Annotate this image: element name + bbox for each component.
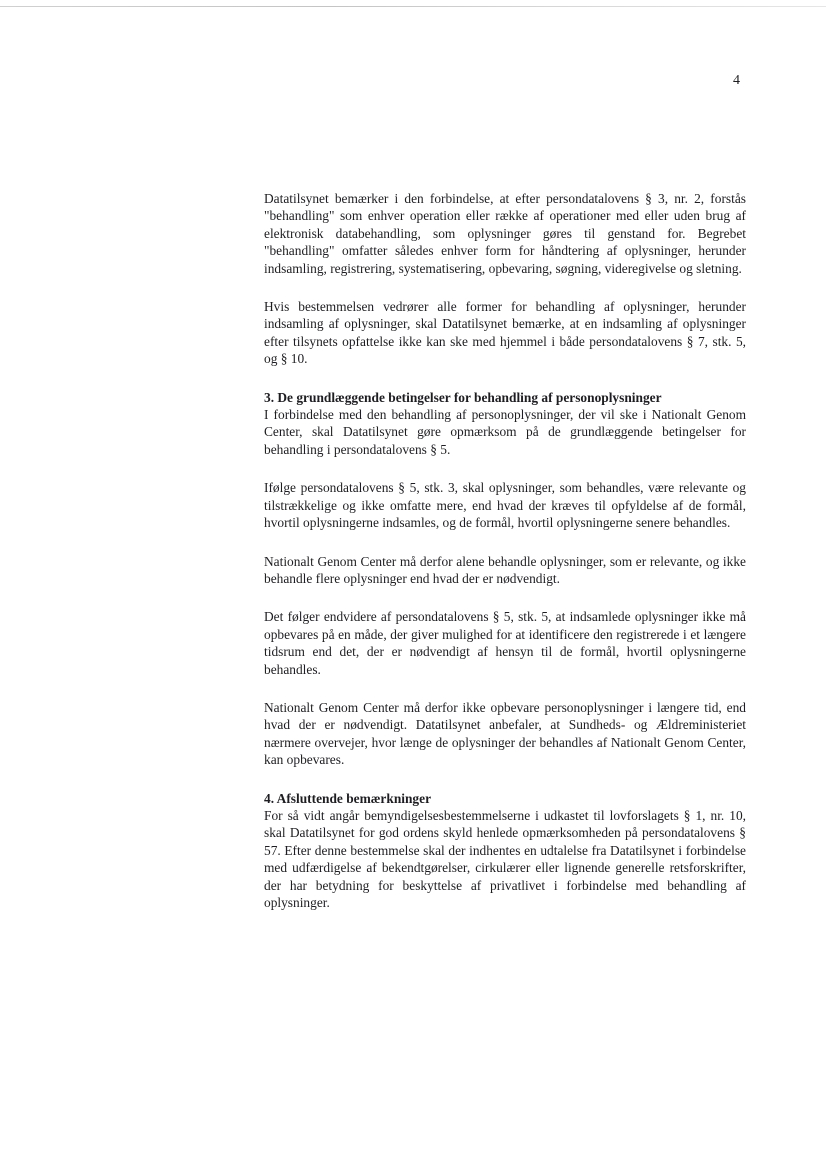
paragraph-indsamling-hjemmel: Hvis bestemmelsen vedrører alle former for behandling af oplysninger, herunder indsamling af oplysninger, skal Datatilsynet bemærke, at en indsamling af oplysninger efter tilsynets opfattelse ikke kan ske med hjemmel i både persondatalovens § 7, stk. 5, og § 10. bbox=[264, 299, 746, 367]
paragraph-opbevaring: Det følger endvidere af persondatalovens § 5, stk. 5, at indsamlede oplysninger ikke må opbevares på en måde, der giver mulighed for at identificere den registrerede i et længere tidsrum end det, der er nødvendigt af hensyn til de formål, hvortil oplysningerne behandles. bbox=[264, 609, 746, 677]
paragraph-relevans: Ifølge persondatalovens § 5, stk. 3, skal oplysninger, som behandles, være relevante og tilstrækkelige og ikke omfatte mere, end hvad der kræves til opfyldelse af de formål, hvortil oplysningerne indsamles, og de formål, hvortil oplysningerne senere behandles. bbox=[264, 480, 746, 531]
section-4-body: For så vidt angår bemyndigelsesbestemmelserne i udkastet til lovforslagets § 1, nr. 10, skal Datatilsynet for god ordens skyld henlede opmærksomheden på persondatalovens § 57. Efter denne bestemmelse skal der indhentes en udtalelse fra Datatilsynet i forbindelse med udfærdigelse af bekendtgørelser, cirkulærer eller lignende generelle retsforskrifter, der har betydning for beskyttelse af privatlivet i forbindelse med behandling af oplysninger. bbox=[264, 807, 746, 910]
page-number: 4 bbox=[733, 73, 740, 88]
paragraph-opbevaringstid: Nationalt Genom Center må derfor ikke opbevare personoplysninger i længere tid, end hvad der er nødvendigt. Datatilsynet anbefaler, at Sundheds- og Ældreministeriet nærmere overvejer, hvor længe de oplysninger der behandles af Nationalt Genom Center, kan opbevares. bbox=[264, 699, 746, 768]
section-3 bbox=[264, 389, 746, 459]
paragraph-noedvendige-oplysninger: Nationalt Genom Center må derfor alene behandle oplysninger, som er relevante, og ikke behandle flere oplysninger end hvad der er nødvendigt. bbox=[264, 553, 746, 586]
paragraph-definition-behandling: Datatilsynet bemærker i den forbindelse, at efter persondatalovens § 3, nr. 2, forstås "behandling" som enhver operation eller række af operationer med eller uden brug af elektronisk databehandling, som oplysninger gøres til genstand for. Begrebet "behandling" omfatter således enhver form for håndtering af oplysninger, herunder indsamling, registrering, systematisering, opbevaring, søgning, videregivelse og sletning. bbox=[264, 191, 746, 276]
section-3-heading: 3. De grundlæggende betingelser for behandling af personoplysninger bbox=[264, 389, 662, 405]
section-3-intro: I forbindelse med den behandling af personoplysninger, der vil ske i Nationalt Genom Center, skal Datatilsynet gøre opmærksom på de grundlæggende betingelser for behandling i persondatalovens § 5. bbox=[264, 407, 746, 457]
document-body bbox=[264, 190, 746, 932]
scan-edge-line bbox=[0, 6, 826, 7]
section-4-heading: 4. Afsluttende bemærkninger bbox=[264, 790, 432, 806]
section-4 bbox=[264, 790, 746, 912]
